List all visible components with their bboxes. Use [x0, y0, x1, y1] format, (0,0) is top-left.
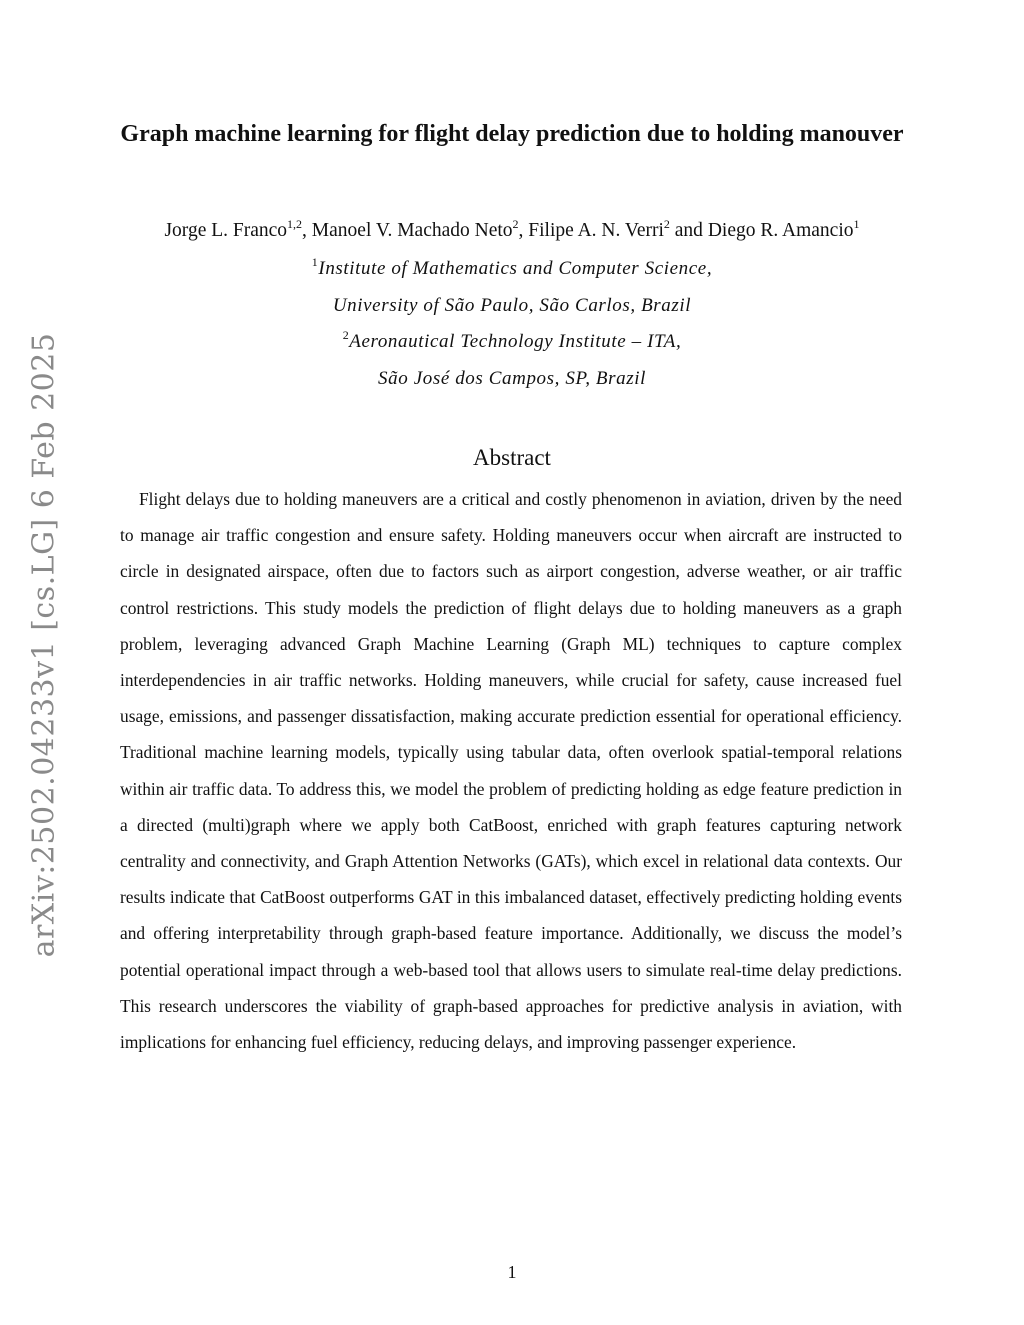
- affiliation-2-line-2: São José dos Campos, SP, Brazil: [378, 368, 646, 389]
- affiliation-text: Aeronautical Technology Institute – ITA,: [349, 331, 682, 352]
- affiliation-text: Institute of Mathematics and Computer Science,: [318, 258, 713, 279]
- affiliation-mark: 1: [311, 255, 319, 269]
- author-affiliation-mark: 2: [663, 217, 670, 231]
- author-separator: and: [669, 220, 708, 241]
- author-name: Filipe A. N. Verri: [528, 220, 664, 241]
- author-affiliation-mark: 1,2: [287, 217, 303, 231]
- affiliation-1-line-1: [120, 254, 904, 284]
- author-affiliation-mark: 1: [853, 217, 860, 231]
- affiliation-2-line-1: [120, 327, 904, 357]
- author-name: Diego R. Amancio: [707, 220, 854, 241]
- author-separator: ,: [302, 220, 312, 241]
- abstract-heading: Abstract: [473, 445, 551, 470]
- author-list: [120, 216, 904, 246]
- abstract-body: Flight delays due to holding maneuvers are a critical and costly phenomenon in aviation, driven by the need to manage air traffic congestion and ensure safety. Holding maneuvers occur when aircraft are instructed to circle in designated airspace, often due to factors such as airport congestion, adverse weather, or air traffic control restrictions. This study models the prediction of flight delays due to holding maneuvers as a graph problem, leveraging advanced Graph Machine Learning (Graph ML) techniques to capture complex interdependencies in air traffic networks. Holding maneuvers, while crucial for safety, cause increased fuel usage, emissions, and passenger dissatisfaction, making accurate prediction essential for operational efficiency. Traditional machine learning models, typically using tabular data, often overlook spatial-temporal relations within air traffic data. To address this, we model the problem of predicting holding as edge feature prediction in a directed (multi)graph where we apply both CatBoost, enriched with graph features capturing network centrality and connectivity, and Graph Attention Networks (GATs), which excel in relational data contexts. Our results indicate that CatBoost outperforms GAT in this imbalanced dataset, effectively predicting holding events and offering interpretability through graph-based feature importance. Additionally, we discuss the model’s potential operational impact through a web-based tool that allows users to simulate real-time delay predictions. This research underscores the viability of graph-based approaches for predictive analysis in aviation, with implications for enhancing fuel efficiency, reducing delays, and improving passenger experience.: [120, 489, 902, 1053]
- author-affiliation-mark: 2: [512, 217, 519, 231]
- arxiv-identifier: arXiv:2502.04233v1 [cs.LG] 6 Feb 2025: [26, 332, 62, 958]
- author-separator: ,: [518, 220, 529, 241]
- author-name: Manoel V. Machado Neto: [311, 220, 513, 241]
- paper-title: Graph machine learning for flight delay prediction due to holding manouver: [120, 121, 904, 147]
- affiliation-mark: 2: [342, 328, 350, 342]
- author-name: Jorge L. Franco: [164, 220, 288, 241]
- page-number: 1: [507, 1262, 517, 1282]
- affiliation-1-line-2: University of São Paulo, São Carlos, Brazil: [332, 295, 692, 316]
